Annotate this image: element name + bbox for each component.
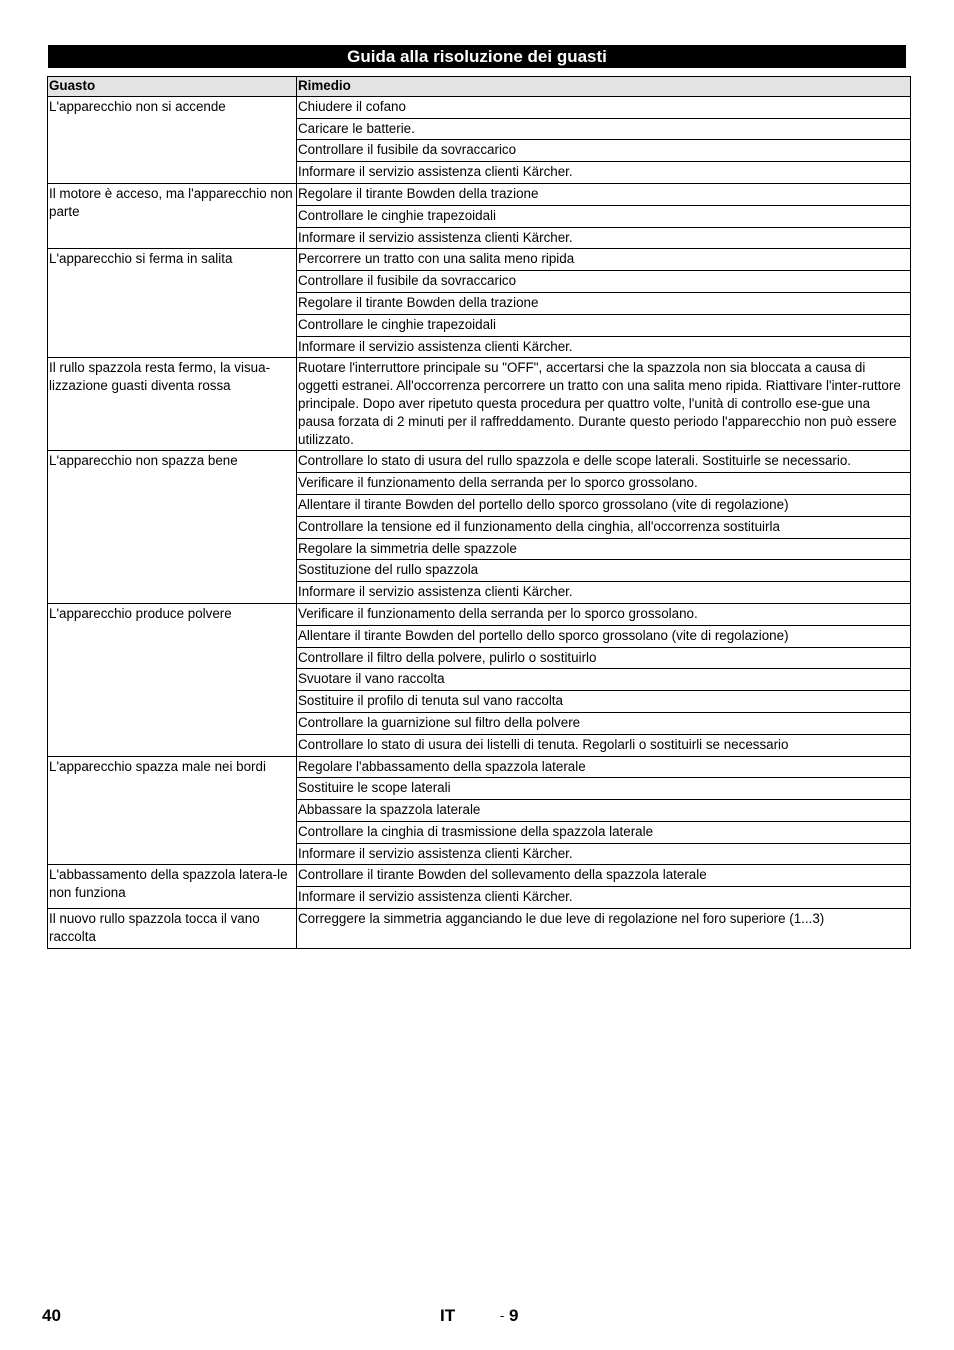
header-remedy: Rimedio [297, 77, 911, 97]
remedy-cell: Correggere la simmetria agganciando le due leve di regolazione nel foro superiore (1...3) [297, 909, 911, 949]
header-fault: Guasto [48, 77, 297, 97]
remedy-cell: Svuotare il vano raccolta [297, 669, 911, 691]
remedy-cell: Caricare le batterie. [297, 118, 911, 140]
remedy-cell: Sostituzione del rullo spazzola [297, 560, 911, 582]
remedy-cell: Informare il servizio assistenza clienti Kärcher. [297, 162, 911, 184]
remedy-cell: Informare il servizio assistenza clienti Kärcher. [297, 843, 911, 865]
remedy-cell: Percorrere un tratto con una salita meno ripida [297, 249, 911, 271]
fault-cell: L'apparecchio si ferma in salita [48, 249, 297, 358]
section-page-number: 9 [509, 1306, 519, 1325]
remedy-cell: Controllare lo stato di usura dei listelli di tenuta. Regolarli o sostituirli se necessario [297, 734, 911, 756]
remedy-cell: Ruotare l'interruttore principale su "OFF", accertarsi che la spazzola non sia bloccata a causa di oggetti estranei. All'occorrenza percorrere un tratto con una salita meno ripida. Riattivare l'inter-ruttore principale. Dopo aver ripetuto questa procedura per quattro volte, l'unità di controllo ese-gue una pausa forzata di 2 minuti per il raffreddamento. Durante questo periodo l'apparecchio non può essere utilizzato. [297, 358, 911, 451]
remedy-cell: Informare il servizio assistenza clienti Kärcher. [297, 887, 911, 909]
footer-separator: - [500, 1308, 505, 1323]
remedy-cell: Regolare la simmetria delle spazzole [297, 538, 911, 560]
table-row [48, 756, 911, 778]
remedy-cell: Allentare il tirante Bowden del portello dello sporco grossolano (vite di regolazione) [297, 625, 911, 647]
fault-cell: L'abbassamento della spazzola latera-le non funziona [48, 865, 297, 909]
remedy-cell: Chiudere il cofano [297, 96, 911, 118]
table-row [48, 451, 911, 473]
table-row [48, 865, 911, 887]
fault-cell: Il rullo spazzola resta fermo, la visua-lizzazione guasti diventa rossa [48, 358, 297, 451]
page-title: Guida alla risoluzione dei guasti [48, 45, 906, 68]
remedy-cell: Allentare il tirante Bowden del portello dello sporco grossolano (vite di regolazione) [297, 494, 911, 516]
remedy-cell: Controllare il filtro della polvere, pulirlo o sostituirlo [297, 647, 911, 669]
remedy-cell: Controllare le cinghie trapezoidali [297, 314, 911, 336]
troubleshooting-table [47, 76, 911, 949]
fault-cell: L'apparecchio produce polvere [48, 603, 297, 756]
remedy-cell: Verificare il funzionamento della serranda per lo sporco grossolano. [297, 473, 911, 495]
table-body [48, 96, 911, 948]
table-row [48, 183, 911, 205]
remedy-cell: Regolare l'abbassamento della spazzola laterale [297, 756, 911, 778]
remedy-cell: Sostituire le scope laterali [297, 778, 911, 800]
fault-cell: L'apparecchio non si accende [48, 96, 297, 183]
remedy-cell: Controllare le cinghie trapezoidali [297, 205, 911, 227]
remedy-cell: Informare il servizio assistenza clienti Kärcher. [297, 336, 911, 358]
remedy-cell: Controllare il fusibile da sovraccarico [297, 271, 911, 293]
remedy-cell: Controllare il tirante Bowden del sollevamento della spazzola laterale [297, 865, 911, 887]
table-row [48, 603, 911, 625]
remedy-cell: Controllare la tensione ed il funzionamento della cinghia, all'occorrenza sostituirla [297, 516, 911, 538]
remedy-cell: Verificare il funzionamento della serranda per lo sporco grossolano. [297, 603, 911, 625]
table-row [48, 909, 911, 949]
fault-cell: Il motore è acceso, ma l'apparecchio non parte [48, 183, 297, 248]
fault-cell: L'apparecchio spazza male nei bordi [48, 756, 297, 865]
remedy-cell: Sostituire il profilo di tenuta sul vano raccolta [297, 691, 911, 713]
language-code: IT [440, 1306, 456, 1325]
table-row [48, 358, 911, 451]
remedy-cell: Informare il servizio assistenza clienti Kärcher. [297, 582, 911, 604]
remedy-cell: Regolare il tirante Bowden della trazione [297, 292, 911, 314]
table-row [48, 249, 911, 271]
remedy-cell: Controllare il fusibile da sovraccarico [297, 140, 911, 162]
remedy-cell: Controllare la cinghia di trasmissione della spazzola laterale [297, 821, 911, 843]
fault-cell: Il nuovo rullo spazzola tocca il vano raccolta [48, 909, 297, 949]
remedy-cell: Controllare la guarnizione sul filtro della polvere [297, 712, 911, 734]
remedy-cell: Regolare il tirante Bowden della trazione [297, 183, 911, 205]
page-number: 40 [42, 1306, 61, 1325]
remedy-cell: Abbassare la spazzola laterale [297, 800, 911, 822]
remedy-cell: Controllare lo stato di usura del rullo spazzola e delle scope laterali. Sostituirle se necessario. [297, 451, 911, 473]
fault-cell: L'apparecchio non spazza bene [48, 451, 297, 604]
table-header-row [48, 77, 911, 97]
remedy-cell: Informare il servizio assistenza clienti Kärcher. [297, 227, 911, 249]
table-row [48, 96, 911, 118]
